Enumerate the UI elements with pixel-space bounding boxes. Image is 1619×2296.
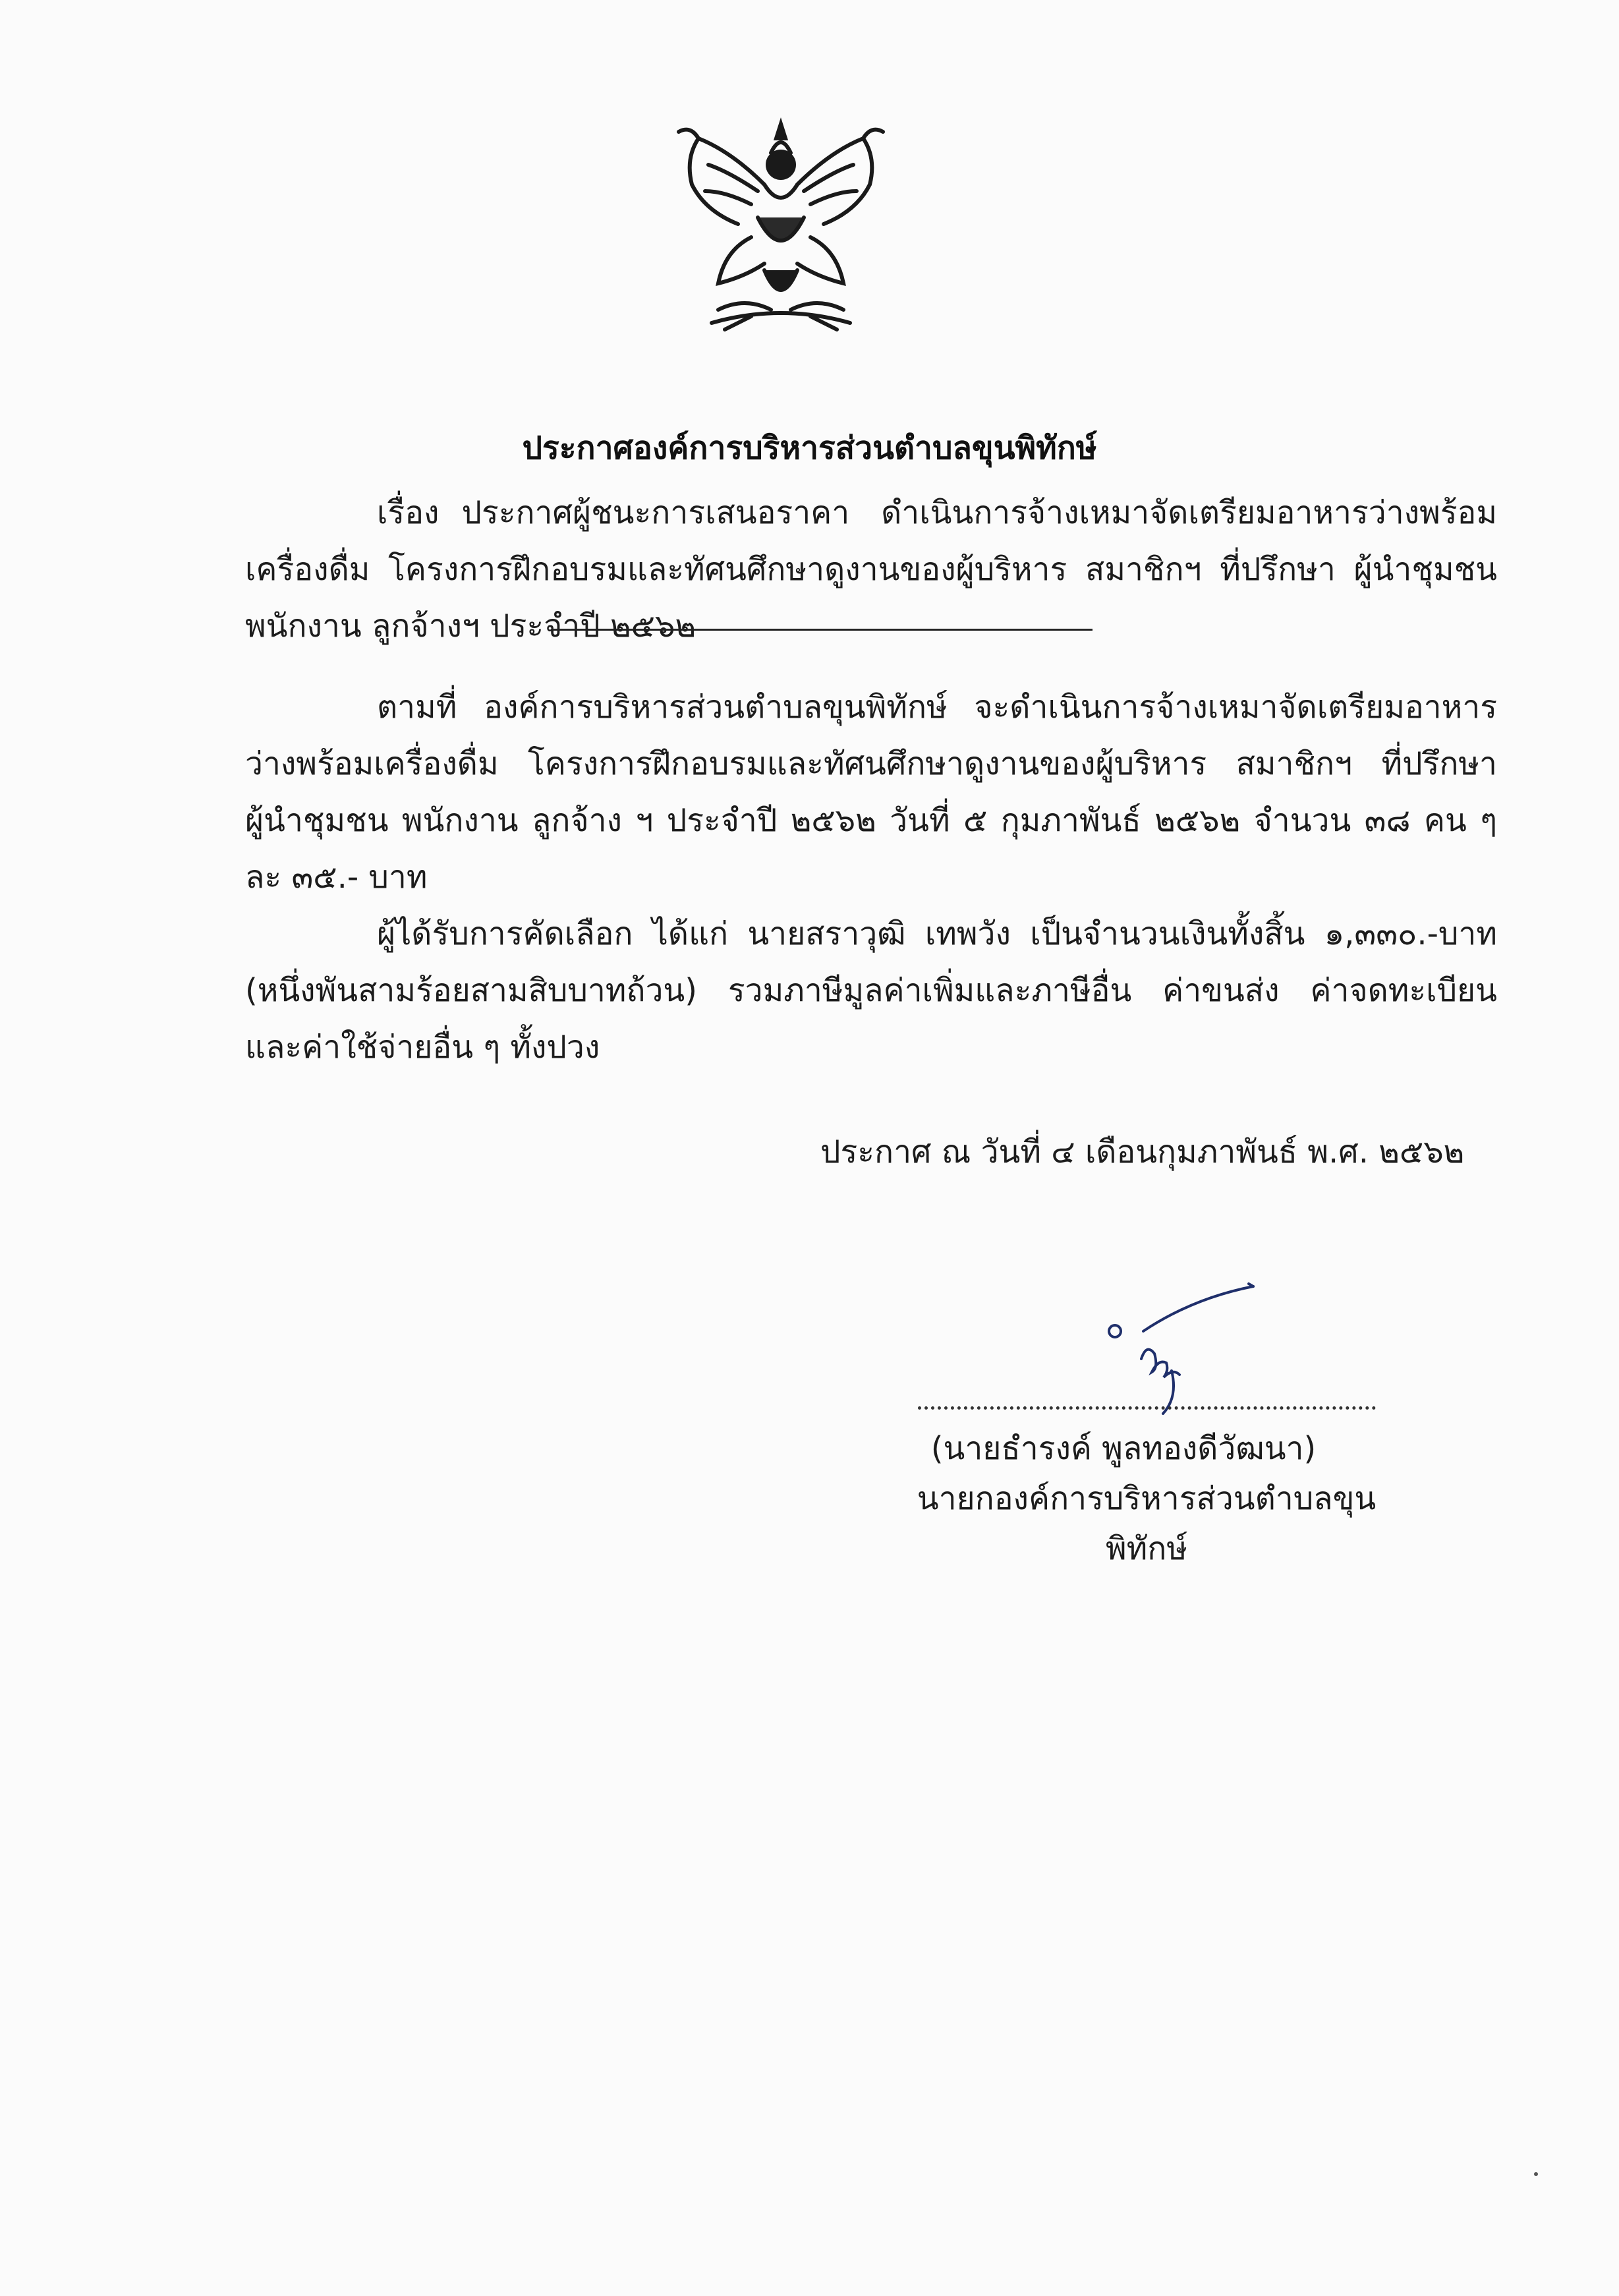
handwritten-signature — [1081, 1272, 1278, 1417]
paper-speck — [1534, 2172, 1538, 2176]
garuda-emblem-icon — [672, 112, 890, 339]
announcement-title: ประกาศองค์การบริหารส่วนตำบลขุนพิทักษ์ — [522, 430, 1097, 467]
body-paragraph-2: ผู้ได้รับการคัดเลือก ได้แก่ นายสราวุฒิ เทพวัง เป็นจำนวนเงินทั้งสิ้น ๑,๓๓๐.-บาท (หนึ่งพันสามร้อยสามสิบบาทถ้วน) รวมภาษีมูลค่าเพิ่มและภาษีอื่น ค่าขนส่ง ค่าจดทะเบียน และค่าใช้จ่ายอื่น ๆ ทั้งปวง — [245, 915, 1497, 1066]
body-paragraph-1: ตามที่ องค์การบริหารส่วนตำบลขุนพิทักษ์ จะดำเนินการจ้างเหมาจัดเตรียมอาหารว่างพร้อมเครื่องดื่ม โครงการฝึกอบรมและทัศนศึกษาดูงานของผู้บริหาร สมาชิกฯ ที่ปรึกษา ผู้นำชุมชน พนักงาน ลูกจ้าง ฯ ประจำปี ๒๕๖๒ วันที่ ๕ กุมภาพันธ์ ๒๕๖๒ จำนวน ๓๘ คน ๆ ละ ๓๕.- บาท — [245, 689, 1497, 896]
signer-block — [883, 1423, 1410, 1574]
signature-dotted-line — [918, 1406, 1376, 1410]
subject-underline — [552, 629, 1093, 631]
subject-text: ประกาศผู้ชนะการเสนอราคา ดำเนินการจ้างเหมาจัดเตรียมอาหารว่างพร้อมเครื่องดื่ม โครงการฝึกอบรมและทัศนศึกษาดูงานของผู้บริหาร สมาชิกฯ ที่ปรึกษา ผู้นำชุมชน พนักงาน ลูกจ้างฯ ประจำปี ๒๕๖๒ — [245, 494, 1497, 645]
announcement-date: ประกาศ ณ วันที่ ๔ เดือนกุมภาพันธ์ พ.ศ. ๒๕๖๒ — [820, 1134, 1465, 1170]
body-block — [245, 679, 1497, 1076]
subject-label: เรื่อง — [377, 494, 440, 531]
signer-position: นายกองค์การบริหารส่วนตำบลขุนพิทักษ์ — [917, 1480, 1377, 1567]
signer-name: (นายธำรงค์ พูลทองดีวัฒนา) — [930, 1430, 1317, 1467]
